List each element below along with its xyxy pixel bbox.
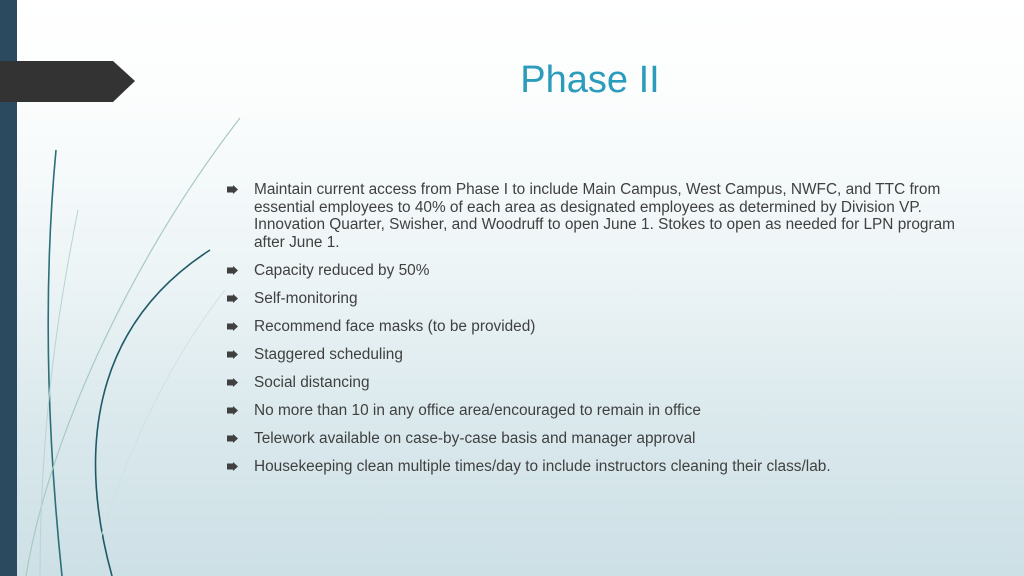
arrow-bullet-icon [227,462,238,471]
list-item [227,374,957,392]
slide-title: Phase II [520,59,660,101]
decor-curve-1 [48,150,62,576]
bullet-text: Housekeeping clean multiple times/day to include instructors cleaning their class/lab. [254,457,831,475]
arrow-bullet-icon [227,406,238,415]
list-item [227,458,957,476]
arrow-bullet-icon [227,378,238,387]
arrow-bullet-icon [227,350,238,359]
list-item [227,318,957,336]
bullet-text: Capacity reduced by 50% [254,261,430,279]
bullet-text: Telework available on case-by-case basis and manager approval [254,429,696,447]
decor-curve-4 [40,210,78,576]
list-item [227,181,957,251]
arrow-bullet-icon [227,294,238,303]
bullet-list [227,181,957,486]
bullet-text: Staggered scheduling [254,345,403,363]
list-item [227,290,957,308]
list-item [227,262,957,280]
bullet-text: Maintain current access from Phase I to include Main Campus, West Campus, NWFC, and TTC from essential employees to 40% of each area as designated employees as determined by Division VP. Innovation Quarter, Swisher, and Woodruff to open June 1. Stokes to open as needed for LPN program after June 1. [254,181,956,251]
decor-curve-2 [96,250,210,576]
list-item [227,430,957,448]
list-item [227,402,957,420]
arrow-bullet-icon [227,185,238,194]
decor-curve-3 [26,118,240,576]
bullet-text: Social distancing [254,373,370,391]
arrow-bullet-icon [227,434,238,443]
list-item [227,346,957,364]
bullet-text: Self-monitoring [254,289,358,307]
arrow-bullet-icon [227,322,238,331]
decor-curve-5 [90,290,225,576]
bullet-text: No more than 10 in any office area/encouraged to remain in office [254,401,701,419]
bullet-text: Recommend face masks (to be provided) [254,317,536,335]
arrow-bullet-icon [227,266,238,275]
title-tab-shape [0,61,135,102]
